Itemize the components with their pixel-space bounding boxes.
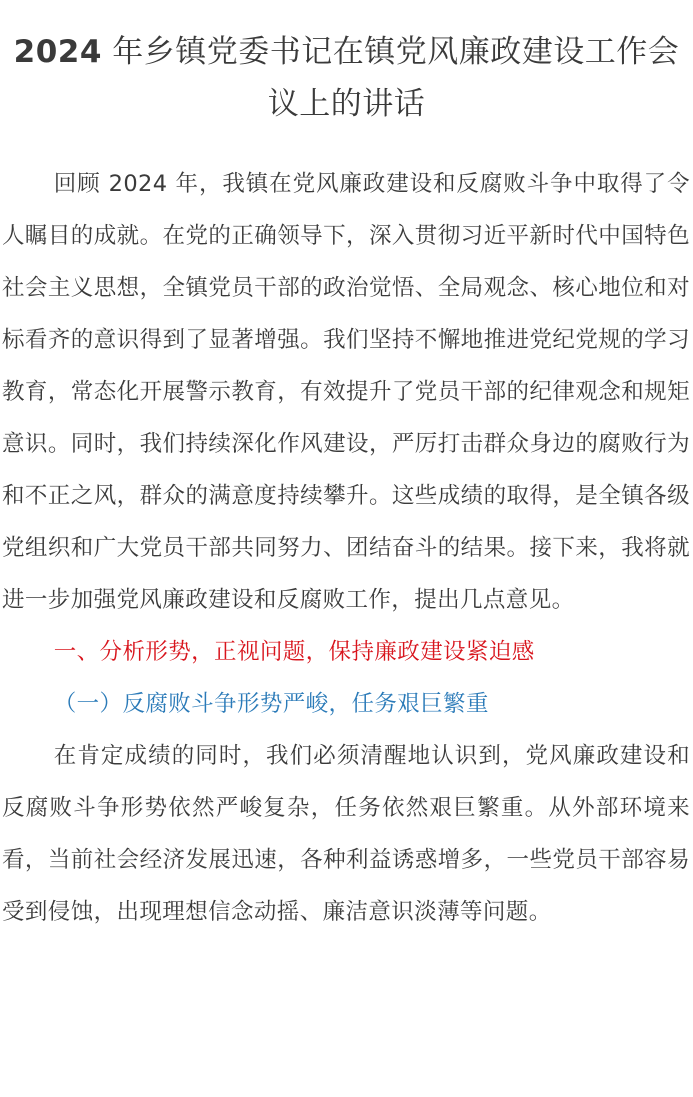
subsection-heading-1-1: （一）反腐败斗争形势严峻，任务艰巨繁重 xyxy=(53,691,489,717)
document-body xyxy=(2,158,690,938)
paragraph-situation: 在肯定成绩的同时，我们必须清醒地认识到，党风廉政建设和反腐败斗争形势依然严峻复杂，任务依然艰巨繁重。从外部环境来看，当前社会经济发展迅速，各种利益诱惑增多，一些党员干部容易受到侵蚀，出现理想信念动摇、廉洁意识淡薄等问题。 xyxy=(2,743,690,925)
paragraph-intro: 回顾 2024 年，我镇在党风廉政建设和反腐败斗争中取得了令人瞩目的成就。在党的正确领导下，深入贯彻习近平新时代中国特色社会主义思想，全镇党员干部的政治觉悟、全局观念、核心地位和对标看齐的意识得到了显著增强。我们坚持不懈地推进党纪党规的学习教育，常态化开展警示教育，有效提升了党员干部的纪律观念和规矩意识。同时，我们持续深化作风建设，严厉打击群众身边的腐败行为和不正之风，群众的满意度持续攀升。这些成绩的取得，是全镇各级党组织和广大党员干部共同努力、团结奋斗的结果。接下来，我将就进一步加强党风廉政建设和反腐败工作，提出几点意见。 xyxy=(2,171,690,613)
title-year: 2024 xyxy=(13,34,102,70)
section-heading-1: 一、分析形势，正视问题，保持廉政建设紧迫感 xyxy=(53,639,535,665)
page-title xyxy=(0,26,693,130)
title-text: 年乡镇党委书记在镇党风廉政建设工作会议上的讲话 xyxy=(101,34,680,122)
